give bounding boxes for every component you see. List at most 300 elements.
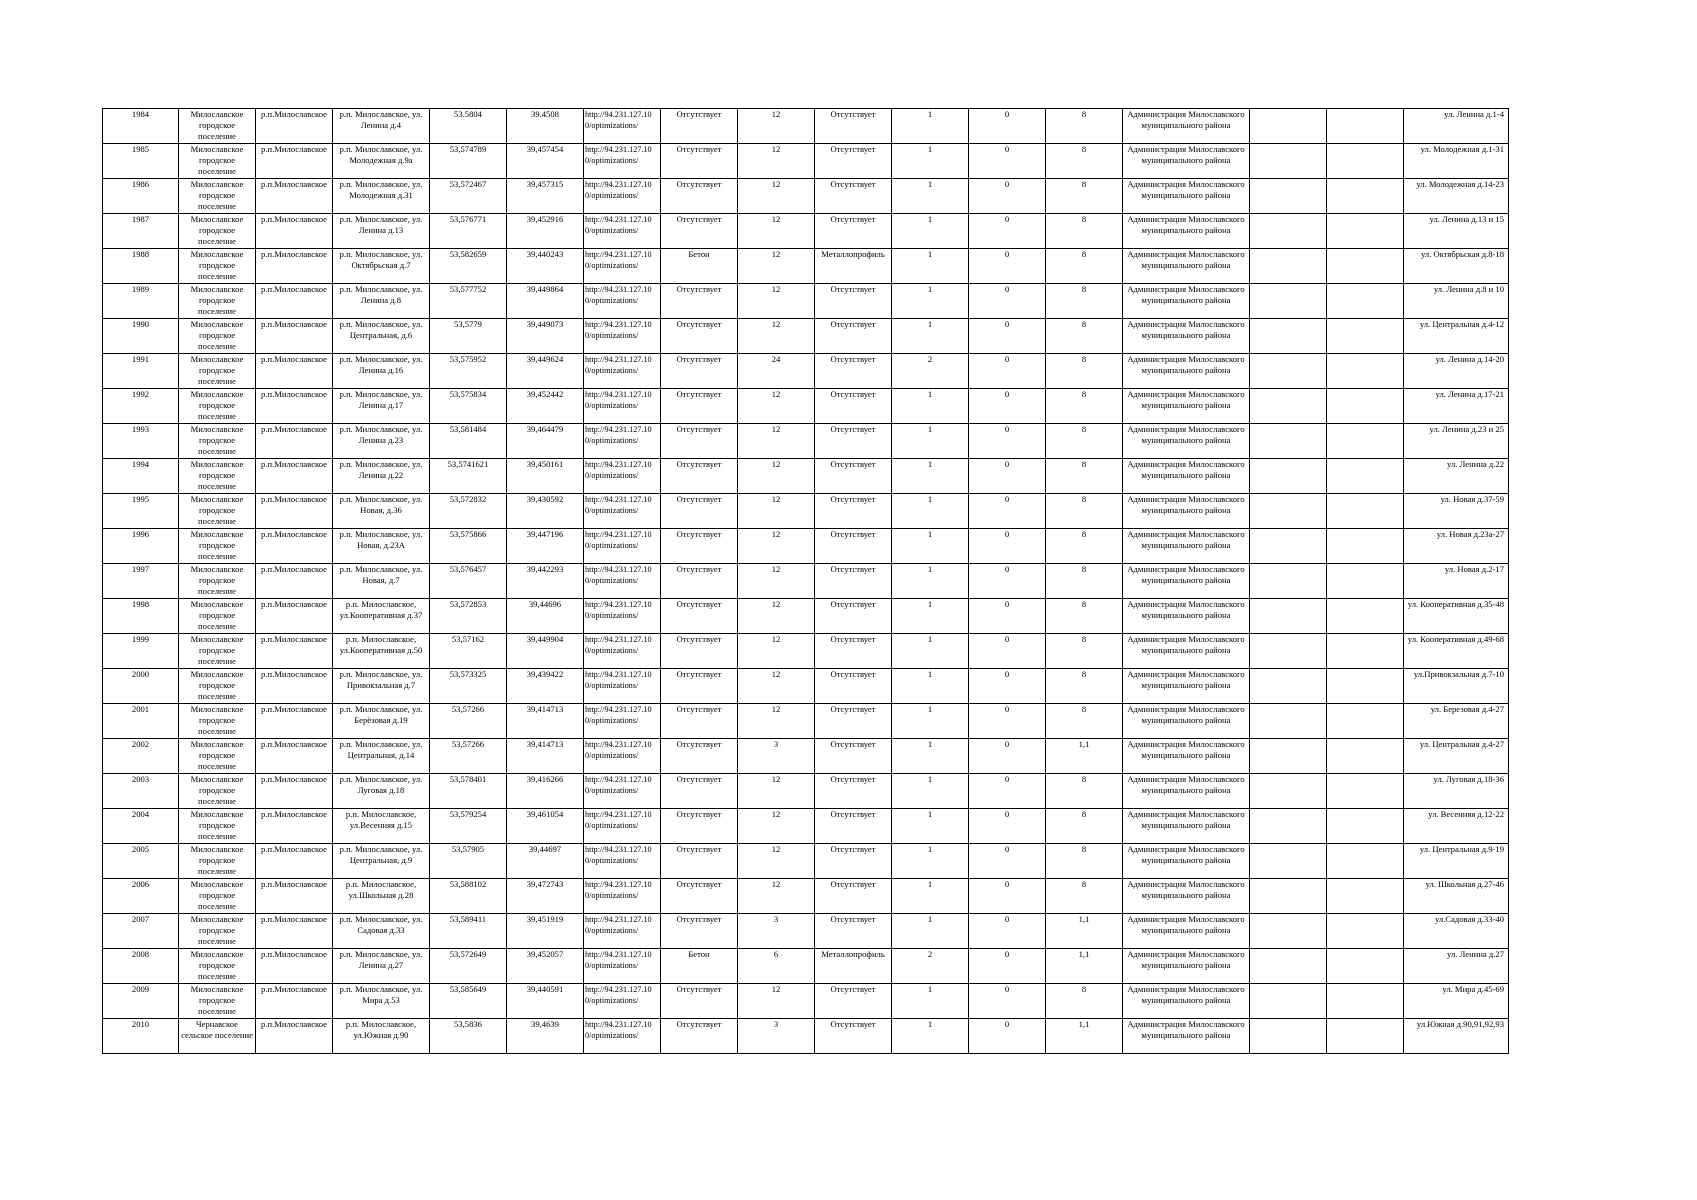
container-count-cell: 1 xyxy=(892,109,969,144)
volume-cell: 8 xyxy=(1046,844,1123,879)
planned-count-cell: 0 xyxy=(969,774,1046,809)
latitude-cell: 53,57266 xyxy=(430,704,507,739)
volume-cell: 8 xyxy=(1046,179,1123,214)
locality-cell: р.п.Милославское xyxy=(256,179,333,214)
empty-cell xyxy=(1327,984,1404,1019)
url-cell: http://94.231.127.10 0/optimizations/ xyxy=(584,319,661,354)
fence-type-cell: Отсутствует xyxy=(815,599,892,634)
address-cell: р.п. Милославское, ул. Садовая д.33 xyxy=(333,914,430,949)
row-id-cell: 1988 xyxy=(103,249,179,284)
area-cell: 12 xyxy=(738,774,815,809)
empty-cell xyxy=(1250,879,1327,914)
serviced-addresses-cell: ул. Школьная д.27-46 xyxy=(1404,879,1509,914)
planned-count-cell: 0 xyxy=(969,844,1046,879)
longitude-cell: 39,44696 xyxy=(507,599,584,634)
url-cell: http://94.231.127.10 0/optimizations/ xyxy=(584,669,661,704)
locality-cell: р.п.Милославское xyxy=(256,914,333,949)
address-cell: р.п. Милославское, ул. Луговая д.18 xyxy=(333,774,430,809)
locality-cell: р.п.Милославское xyxy=(256,704,333,739)
address-cell: р.п. Милославское, ул. Новая, д.36 xyxy=(333,494,430,529)
volume-cell: 1,1 xyxy=(1046,1019,1123,1054)
owner-cell: Администрация Милославского муниципального района xyxy=(1123,984,1250,1019)
url-cell: http://94.231.127.10 0/optimizations/ xyxy=(584,389,661,424)
planned-count-cell: 0 xyxy=(969,109,1046,144)
fence-type-cell: Отсутствует xyxy=(815,704,892,739)
settlement-cell: Милославское городское поселение xyxy=(179,739,256,774)
planned-count-cell: 0 xyxy=(969,459,1046,494)
area-cell: 3 xyxy=(738,1019,815,1054)
container-count-cell: 1 xyxy=(892,284,969,319)
planned-count-cell: 0 xyxy=(969,739,1046,774)
empty-cell xyxy=(1250,354,1327,389)
fence-type-cell: Отсутствует xyxy=(815,879,892,914)
table-row xyxy=(103,739,1509,774)
fence-type-cell: Отсутствует xyxy=(815,669,892,704)
owner-cell: Администрация Милославского муниципального района xyxy=(1123,529,1250,564)
owner-cell: Администрация Милославского муниципального района xyxy=(1123,949,1250,984)
row-id-cell: 1985 xyxy=(103,144,179,179)
base-type-cell: Отсутствует xyxy=(661,809,738,844)
settlement-cell: Милославское городское поселение xyxy=(179,669,256,704)
empty-cell xyxy=(1250,599,1327,634)
owner-cell: Администрация Милославского муниципального района xyxy=(1123,1019,1250,1054)
volume-cell: 8 xyxy=(1046,214,1123,249)
owner-cell: Администрация Милославского муниципального района xyxy=(1123,284,1250,319)
longitude-cell: 39,449073 xyxy=(507,319,584,354)
latitude-cell: 53,575834 xyxy=(430,389,507,424)
owner-cell: Администрация Милославского муниципального района xyxy=(1123,214,1250,249)
row-id-cell: 2002 xyxy=(103,739,179,774)
address-cell: р.п. Милославское, ул.Школьная д.28 xyxy=(333,879,430,914)
base-type-cell: Отсутствует xyxy=(661,179,738,214)
longitude-cell: 39,440243 xyxy=(507,249,584,284)
container-count-cell: 1 xyxy=(892,809,969,844)
planned-count-cell: 0 xyxy=(969,914,1046,949)
locality-cell: р.п.Милославское xyxy=(256,424,333,459)
base-type-cell: Отсутствует xyxy=(661,319,738,354)
longitude-cell: 39,452442 xyxy=(507,389,584,424)
locality-cell: р.п.Милославское xyxy=(256,249,333,284)
locality-cell: р.п.Милославское xyxy=(256,774,333,809)
table-row xyxy=(103,599,1509,634)
empty-cell xyxy=(1327,109,1404,144)
url-cell: http://94.231.127.10 0/optimizations/ xyxy=(584,284,661,319)
area-cell: 12 xyxy=(738,249,815,284)
latitude-cell: 53,57162 xyxy=(430,634,507,669)
empty-cell xyxy=(1327,599,1404,634)
row-id-cell: 2003 xyxy=(103,774,179,809)
planned-count-cell: 0 xyxy=(969,949,1046,984)
settlement-cell: Милославское городское поселение xyxy=(179,214,256,249)
owner-cell: Администрация Милославского муниципального района xyxy=(1123,669,1250,704)
empty-cell xyxy=(1250,564,1327,599)
url-cell: http://94.231.127.10 0/optimizations/ xyxy=(584,109,661,144)
table-row xyxy=(103,144,1509,179)
table-row xyxy=(103,564,1509,599)
owner-cell: Администрация Милославского муниципального района xyxy=(1123,634,1250,669)
longitude-cell: 39,447196 xyxy=(507,529,584,564)
locality-cell: р.п.Милославское xyxy=(256,599,333,634)
empty-cell xyxy=(1250,319,1327,354)
container-count-cell: 1 xyxy=(892,459,969,494)
fence-type-cell: Отсутствует xyxy=(815,214,892,249)
locality-cell: р.п.Милославское xyxy=(256,879,333,914)
container-count-cell: 1 xyxy=(892,914,969,949)
row-id-cell: 1999 xyxy=(103,634,179,669)
address-cell: р.п. Милославское, ул. Центральная, д.9 xyxy=(333,844,430,879)
address-cell: р.п. Милославское, ул. Мира д.53 xyxy=(333,984,430,1019)
volume-cell: 8 xyxy=(1046,144,1123,179)
owner-cell: Администрация Милославского муниципального района xyxy=(1123,179,1250,214)
settlement-cell: Милославское городское поселение xyxy=(179,564,256,599)
fence-type-cell: Отсутствует xyxy=(815,109,892,144)
longitude-cell: 39,4639 xyxy=(507,1019,584,1054)
empty-cell xyxy=(1250,249,1327,284)
empty-cell xyxy=(1250,739,1327,774)
volume-cell: 8 xyxy=(1046,599,1123,634)
empty-cell xyxy=(1327,354,1404,389)
empty-cell xyxy=(1250,704,1327,739)
row-id-cell: 1990 xyxy=(103,319,179,354)
latitude-cell: 53,572853 xyxy=(430,599,507,634)
serviced-addresses-cell: ул. Молодежная д.14-23 xyxy=(1404,179,1509,214)
table-row xyxy=(103,354,1509,389)
empty-cell xyxy=(1327,739,1404,774)
container-count-cell: 1 xyxy=(892,214,969,249)
serviced-addresses-cell: ул. Ленина д.22 xyxy=(1404,459,1509,494)
url-cell: http://94.231.127.10 0/optimizations/ xyxy=(584,354,661,389)
url-cell: http://94.231.127.10 0/optimizations/ xyxy=(584,914,661,949)
table-row xyxy=(103,844,1509,879)
locality-cell: р.п.Милославское xyxy=(256,739,333,774)
address-cell: р.п. Милославское, ул. Октябрьская д.7 xyxy=(333,249,430,284)
empty-cell xyxy=(1327,529,1404,564)
volume-cell: 8 xyxy=(1046,704,1123,739)
settlement-cell: Милославское городское поселение xyxy=(179,319,256,354)
table-row xyxy=(103,1019,1509,1054)
empty-cell xyxy=(1250,494,1327,529)
table-row xyxy=(103,949,1509,984)
volume-cell: 8 xyxy=(1046,109,1123,144)
planned-count-cell: 0 xyxy=(969,634,1046,669)
address-cell: р.п. Милославское, ул. Ленина д.13 xyxy=(333,214,430,249)
url-cell: http://94.231.127.10 0/optimizations/ xyxy=(584,704,661,739)
latitude-cell: 53,585649 xyxy=(430,984,507,1019)
table-row xyxy=(103,809,1509,844)
address-cell: р.п. Милославское, ул.Южная д.90 xyxy=(333,1019,430,1054)
row-id-cell: 1997 xyxy=(103,564,179,599)
empty-cell xyxy=(1327,494,1404,529)
owner-cell: Администрация Милославского муниципального района xyxy=(1123,424,1250,459)
container-count-cell: 1 xyxy=(892,424,969,459)
empty-cell xyxy=(1250,949,1327,984)
longitude-cell: 39,439422 xyxy=(507,669,584,704)
owner-cell: Администрация Милославского муниципального района xyxy=(1123,459,1250,494)
longitude-cell: 39,452916 xyxy=(507,214,584,249)
settlement-cell: Милославское городское поселение xyxy=(179,354,256,389)
fence-type-cell: Отсутствует xyxy=(815,529,892,564)
serviced-addresses-cell: ул. Кооперативная д.49-68 xyxy=(1404,634,1509,669)
area-cell: 12 xyxy=(738,319,815,354)
locality-cell: р.п.Милославское xyxy=(256,1019,333,1054)
address-cell: р.п. Милославское, ул. Привокзальная д.7 xyxy=(333,669,430,704)
planned-count-cell: 0 xyxy=(969,494,1046,529)
volume-cell: 1,1 xyxy=(1046,914,1123,949)
empty-cell xyxy=(1250,109,1327,144)
base-type-cell: Отсутствует xyxy=(661,844,738,879)
area-cell: 12 xyxy=(738,704,815,739)
volume-cell: 8 xyxy=(1046,809,1123,844)
volume-cell: 8 xyxy=(1046,879,1123,914)
fence-type-cell: Отсутствует xyxy=(815,634,892,669)
base-type-cell: Отсутствует xyxy=(661,284,738,319)
planned-count-cell: 0 xyxy=(969,284,1046,319)
latitude-cell: 53,576771 xyxy=(430,214,507,249)
empty-cell xyxy=(1250,179,1327,214)
empty-cell xyxy=(1327,914,1404,949)
url-cell: http://94.231.127.10 0/optimizations/ xyxy=(584,249,661,284)
address-cell: р.п. Милославское, ул. Ленина д.17 xyxy=(333,389,430,424)
base-type-cell: Отсутствует xyxy=(661,669,738,704)
base-type-cell: Отсутствует xyxy=(661,529,738,564)
table-row xyxy=(103,634,1509,669)
planned-count-cell: 0 xyxy=(969,984,1046,1019)
settlement-cell: Милославское городское поселение xyxy=(179,914,256,949)
container-count-cell: 1 xyxy=(892,389,969,424)
base-type-cell: Отсутствует xyxy=(661,354,738,389)
serviced-addresses-cell: ул. Березовая д.4-27 xyxy=(1404,704,1509,739)
area-cell: 12 xyxy=(738,214,815,249)
volume-cell: 8 xyxy=(1046,424,1123,459)
container-count-cell: 1 xyxy=(892,1019,969,1054)
latitude-cell: 53,57266 xyxy=(430,739,507,774)
address-cell: р.п. Милославское, ул. Молодежная д.31 xyxy=(333,179,430,214)
empty-cell xyxy=(1327,1019,1404,1054)
latitude-cell: 53,5741621 xyxy=(430,459,507,494)
owner-cell: Администрация Милославского муниципального района xyxy=(1123,739,1250,774)
row-id-cell: 1998 xyxy=(103,599,179,634)
address-cell: р.п. Милославское, ул. Ленина д.27 xyxy=(333,949,430,984)
empty-cell xyxy=(1327,634,1404,669)
planned-count-cell: 0 xyxy=(969,179,1046,214)
url-cell: http://94.231.127.10 0/optimizations/ xyxy=(584,494,661,529)
area-cell: 3 xyxy=(738,914,815,949)
area-cell: 12 xyxy=(738,529,815,564)
serviced-addresses-cell: ул. Ленина д.27 xyxy=(1404,949,1509,984)
planned-count-cell: 0 xyxy=(969,564,1046,599)
longitude-cell: 39.4508 xyxy=(507,109,584,144)
base-type-cell: Отсутствует xyxy=(661,564,738,599)
container-count-cell: 1 xyxy=(892,494,969,529)
longitude-cell: 39,452057 xyxy=(507,949,584,984)
row-id-cell: 1992 xyxy=(103,389,179,424)
planned-count-cell: 0 xyxy=(969,319,1046,354)
locality-cell: р.п.Милославское xyxy=(256,494,333,529)
empty-cell xyxy=(1327,249,1404,284)
serviced-addresses-cell: ул. Мира д.45-69 xyxy=(1404,984,1509,1019)
empty-cell xyxy=(1327,564,1404,599)
serviced-addresses-cell: ул. Молодежная д.1-31 xyxy=(1404,144,1509,179)
container-count-cell: 2 xyxy=(892,949,969,984)
planned-count-cell: 0 xyxy=(969,424,1046,459)
empty-cell xyxy=(1327,284,1404,319)
container-count-cell: 1 xyxy=(892,634,969,669)
base-type-cell: Отсутствует xyxy=(661,704,738,739)
base-type-cell: Отсутствует xyxy=(661,599,738,634)
longitude-cell: 39,414713 xyxy=(507,704,584,739)
planned-count-cell: 0 xyxy=(969,214,1046,249)
table-row xyxy=(103,109,1509,144)
address-cell: р.п. Милославское, ул. Ленина д.16 xyxy=(333,354,430,389)
latitude-cell: 53,5836 xyxy=(430,1019,507,1054)
latitude-cell: 53,572649 xyxy=(430,949,507,984)
area-cell: 12 xyxy=(738,879,815,914)
fence-type-cell: Отсутствует xyxy=(815,809,892,844)
url-cell: http://94.231.127.10 0/optimizations/ xyxy=(584,424,661,459)
latitude-cell: 53,573325 xyxy=(430,669,507,704)
owner-cell: Администрация Милославского муниципального района xyxy=(1123,354,1250,389)
container-count-cell: 1 xyxy=(892,144,969,179)
area-cell: 12 xyxy=(738,634,815,669)
fence-type-cell: Металлопрофиль xyxy=(815,949,892,984)
serviced-addresses-cell: ул. Центральная д.4-27 xyxy=(1404,739,1509,774)
url-cell: http://94.231.127.10 0/optimizations/ xyxy=(584,879,661,914)
volume-cell: 8 xyxy=(1046,354,1123,389)
longitude-cell: 39,461054 xyxy=(507,809,584,844)
url-cell: http://94.231.127.10 0/optimizations/ xyxy=(584,1019,661,1054)
url-cell: http://94.231.127.10 0/optimizations/ xyxy=(584,459,661,494)
settlement-cell: Милославское городское поселение xyxy=(179,424,256,459)
empty-cell xyxy=(1250,459,1327,494)
volume-cell: 8 xyxy=(1046,564,1123,599)
locality-cell: р.п.Милославское xyxy=(256,389,333,424)
owner-cell: Администрация Милославского муниципального района xyxy=(1123,494,1250,529)
longitude-cell: 39,442293 xyxy=(507,564,584,599)
base-type-cell: Отсутствует xyxy=(661,984,738,1019)
settlement-cell: Милославское городское поселение xyxy=(179,704,256,739)
serviced-addresses-cell: ул. Центральная д.4-12 xyxy=(1404,319,1509,354)
area-cell: 12 xyxy=(738,599,815,634)
fence-type-cell: Отсутствует xyxy=(815,774,892,809)
latitude-cell: 53,582659 xyxy=(430,249,507,284)
owner-cell: Администрация Милославского муниципального района xyxy=(1123,774,1250,809)
volume-cell: 1,1 xyxy=(1046,949,1123,984)
fence-type-cell: Отсутствует xyxy=(815,564,892,599)
url-cell: http://94.231.127.10 0/optimizations/ xyxy=(584,529,661,564)
area-cell: 12 xyxy=(738,844,815,879)
volume-cell: 8 xyxy=(1046,634,1123,669)
empty-cell xyxy=(1250,214,1327,249)
fence-type-cell: Отсутствует xyxy=(815,319,892,354)
locality-cell: р.п.Милославское xyxy=(256,319,333,354)
settlement-cell: Милославское городское поселение xyxy=(179,109,256,144)
settlement-cell: Милославское городское поселение xyxy=(179,809,256,844)
latitude-cell: 53,57905 xyxy=(430,844,507,879)
longitude-cell: 39,450161 xyxy=(507,459,584,494)
settlement-cell: Милославское городское поселение xyxy=(179,949,256,984)
base-type-cell: Бетон xyxy=(661,249,738,284)
base-type-cell: Отсутствует xyxy=(661,879,738,914)
planned-count-cell: 0 xyxy=(969,599,1046,634)
container-count-cell: 1 xyxy=(892,844,969,879)
latitude-cell: 53,572467 xyxy=(430,179,507,214)
empty-cell xyxy=(1327,879,1404,914)
url-cell: http://94.231.127.10 0/optimizations/ xyxy=(584,844,661,879)
planned-count-cell: 0 xyxy=(969,249,1046,284)
latitude-cell: 53,588102 xyxy=(430,879,507,914)
row-id-cell: 2001 xyxy=(103,704,179,739)
table-row xyxy=(103,214,1509,249)
owner-cell: Администрация Милославского муниципального района xyxy=(1123,109,1250,144)
address-cell: р.п. Милославское, ул. Центральная, д.14 xyxy=(333,739,430,774)
locality-cell: р.п.Милославское xyxy=(256,214,333,249)
serviced-addresses-cell: ул. Ленина д.17-21 xyxy=(1404,389,1509,424)
url-cell: http://94.231.127.10 0/optimizations/ xyxy=(584,564,661,599)
empty-cell xyxy=(1250,669,1327,704)
table-row xyxy=(103,704,1509,739)
locality-cell: р.п.Милославское xyxy=(256,634,333,669)
settlement-cell: Милославское городское поселение xyxy=(179,599,256,634)
url-cell: http://94.231.127.10 0/optimizations/ xyxy=(584,739,661,774)
owner-cell: Администрация Милославского муниципального района xyxy=(1123,704,1250,739)
empty-cell xyxy=(1250,1019,1327,1054)
container-count-cell: 1 xyxy=(892,319,969,354)
serviced-addresses-cell: ул. Октябрьская д.8-18 xyxy=(1404,249,1509,284)
settlement-cell: Милославское городское поселение xyxy=(179,179,256,214)
row-id-cell: 1991 xyxy=(103,354,179,389)
area-cell: 6 xyxy=(738,949,815,984)
row-id-cell: 1986 xyxy=(103,179,179,214)
longitude-cell: 39,449624 xyxy=(507,354,584,389)
container-count-cell: 1 xyxy=(892,529,969,564)
container-count-cell: 1 xyxy=(892,704,969,739)
empty-cell xyxy=(1250,634,1327,669)
row-id-cell: 2010 xyxy=(103,1019,179,1054)
owner-cell: Администрация Милославского муниципального района xyxy=(1123,844,1250,879)
empty-cell xyxy=(1250,809,1327,844)
empty-cell xyxy=(1327,704,1404,739)
locality-cell: р.п.Милославское xyxy=(256,284,333,319)
serviced-addresses-cell: ул. Ленина д.8 и 10 xyxy=(1404,284,1509,319)
settlement-cell: Милославское городское поселение xyxy=(179,984,256,1019)
base-type-cell: Бетон xyxy=(661,949,738,984)
empty-cell xyxy=(1250,984,1327,1019)
serviced-addresses-cell: ул.Привокзальная д.7-10 xyxy=(1404,669,1509,704)
locality-cell: р.п.Милославское xyxy=(256,564,333,599)
settlement-cell: Милославское городское поселение xyxy=(179,249,256,284)
latitude-cell: 53,578401 xyxy=(430,774,507,809)
locality-cell: р.п.Милославское xyxy=(256,529,333,564)
url-cell: http://94.231.127.10 0/optimizations/ xyxy=(584,809,661,844)
area-cell: 12 xyxy=(738,494,815,529)
url-cell: http://94.231.127.10 0/optimizations/ xyxy=(584,949,661,984)
serviced-addresses-cell: ул. Ленина д.14-20 xyxy=(1404,354,1509,389)
table-row xyxy=(103,249,1509,284)
volume-cell: 8 xyxy=(1046,249,1123,284)
empty-cell xyxy=(1250,284,1327,319)
url-cell: http://94.231.127.10 0/optimizations/ xyxy=(584,984,661,1019)
container-count-cell: 1 xyxy=(892,774,969,809)
serviced-addresses-cell: ул. Новая д.2-17 xyxy=(1404,564,1509,599)
locality-cell: р.п.Милославское xyxy=(256,144,333,179)
empty-cell xyxy=(1327,144,1404,179)
table-row xyxy=(103,774,1509,809)
url-cell: http://94.231.127.10 0/optimizations/ xyxy=(584,214,661,249)
serviced-addresses-cell: ул. Новая д.23а-27 xyxy=(1404,529,1509,564)
fence-type-cell: Отсутствует xyxy=(815,284,892,319)
base-type-cell: Отсутствует xyxy=(661,424,738,459)
planned-count-cell: 0 xyxy=(969,529,1046,564)
